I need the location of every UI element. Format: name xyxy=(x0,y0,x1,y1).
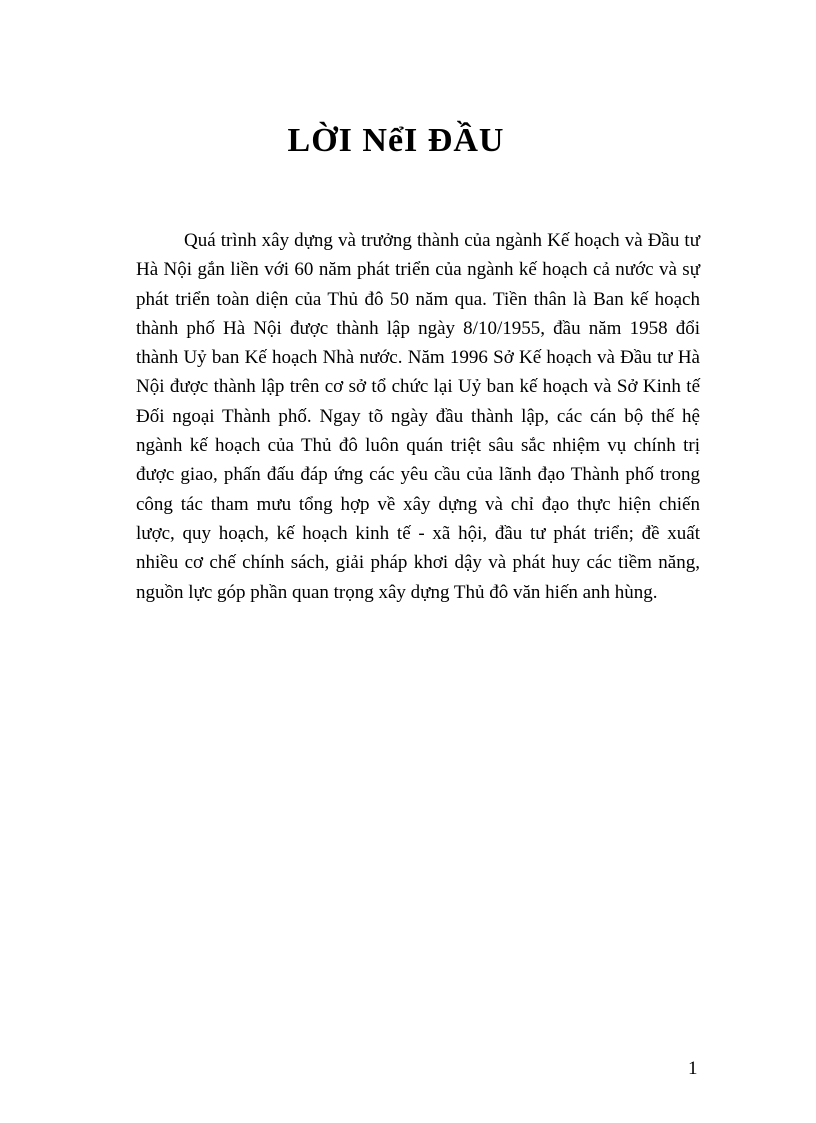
page-number: 1 xyxy=(688,1058,698,1079)
body-paragraph: Quá trình xây dựng và trưởng thành của ngành Kế hoạch và Đầu tư Hà Nội gắn liền với 60 năm phát triển của ngành kế hoạch cả nước và sự phát triển toàn diện của Thủ đô 50 năm qua. Tiền thân là Ban kế hoạch thành phố Hà Nội được thành lập ngày 8/10/1955, đầu năm 1958 đổi thành Uỷ ban Kế hoạch Nhà nước. Năm 1996 Sở Kế hoạch và Đầu tư Hà Nội được thành lập trên cơ sở tổ chức lại Uỷ ban kế hoạch và Sở Kinh tế Đối ngoại Thành phố. Ngay tõ ngày đầu thành lập, các cán bộ thế hệ ngành kế hoạch của Thủ đô luôn quán triệt sâu sắc nhiệm vụ chính trị được giao, phấn đấu đáp ứng các yêu cầu của lãnh đạo Thành phố trong công tác tham mưu tổng hợp về xây dựng và chỉ đạo thực hiện chiến lược, quy hoạch, kế hoạch kinh tế - xã hội, đầu tư phát triển; đề xuất nhiều cơ chế chính sách, giải pháp khơi dậy và phát huy các tiềm năng, nguồn lực góp phần quan trọng xây dựng Thủ đô văn hiến anh hùng. xyxy=(136,230,700,603)
page-title: LỜI NểI ĐẦU xyxy=(287,122,505,159)
